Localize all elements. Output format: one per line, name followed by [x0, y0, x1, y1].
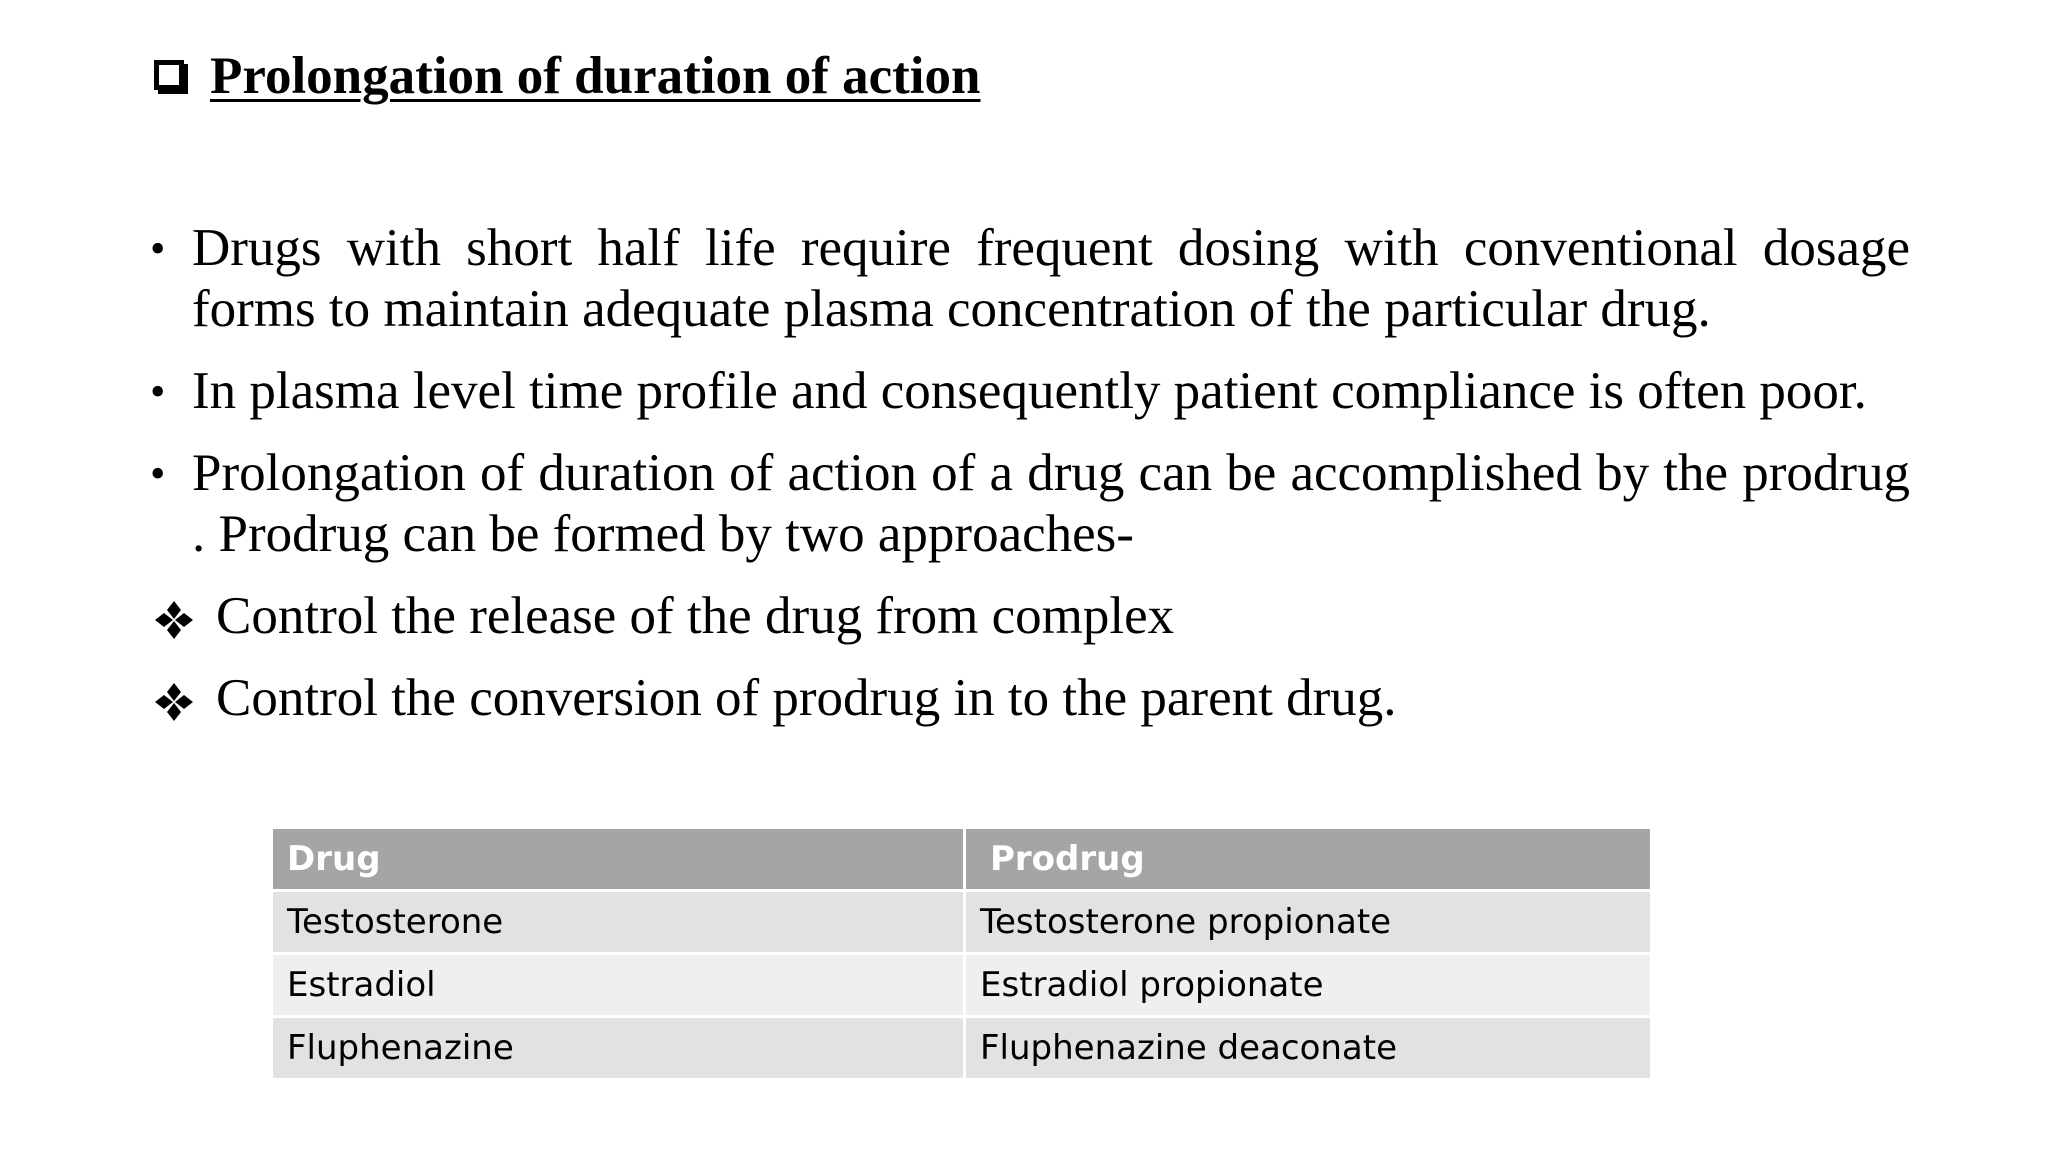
table-row: [273, 955, 1653, 1018]
bullet-item: [150, 218, 1910, 340]
table-cell-prodrug: Testosterone propionate: [966, 892, 1653, 955]
approach-item: [150, 668, 1910, 729]
bullet-text: Prolongation of duration of action of a drug can be accomplished by the prodrug . Prodrug can be formed by two approaches-: [192, 444, 1910, 563]
bullet-text: In plasma level time profile and consequently patient compliance is often poor.: [192, 362, 1867, 420]
bullet-dot-icon: •: [150, 367, 166, 416]
table-row: [273, 892, 1653, 955]
table-cell-drug: Estradiol: [273, 955, 966, 1018]
slide-heading: [154, 47, 981, 105]
table-cell-prodrug: Fluphenazine deaconate: [966, 1018, 1653, 1081]
bullet-item: [150, 443, 1910, 565]
bullet-dot-icon: •: [150, 224, 166, 273]
drug-prodrug-table: [273, 829, 1653, 1081]
approach-item: [150, 586, 1910, 647]
column-header-drug: Drug: [273, 829, 966, 892]
checkbox-square-icon: [154, 60, 184, 90]
table-row: [273, 1018, 1653, 1081]
bullet-text: Drugs with short half life require frequent dosing with conventional dosage forms to maintain adequate plasma concentration of the particular drug.: [192, 219, 1910, 338]
table-cell-prodrug: Estradiol propionate: [966, 955, 1653, 1018]
four-diamond-bullet-icon: [154, 600, 194, 640]
approach-text: Control the release of the drug from complex: [216, 587, 1175, 645]
heading-title: Prolongation of duration of action: [210, 47, 981, 105]
table-header-row: [273, 829, 1653, 892]
table-cell-drug: Fluphenazine: [273, 1018, 966, 1081]
table-cell-drug: Testosterone: [273, 892, 966, 955]
column-header-prodrug: Prodrug: [966, 829, 1653, 892]
four-diamond-bullet-icon: [154, 682, 194, 722]
bullet-item: [150, 361, 1910, 422]
approach-text: Control the conversion of prodrug in to the parent drug.: [216, 669, 1397, 727]
bullet-dot-icon: •: [150, 449, 166, 498]
content-list: [150, 218, 1910, 750]
